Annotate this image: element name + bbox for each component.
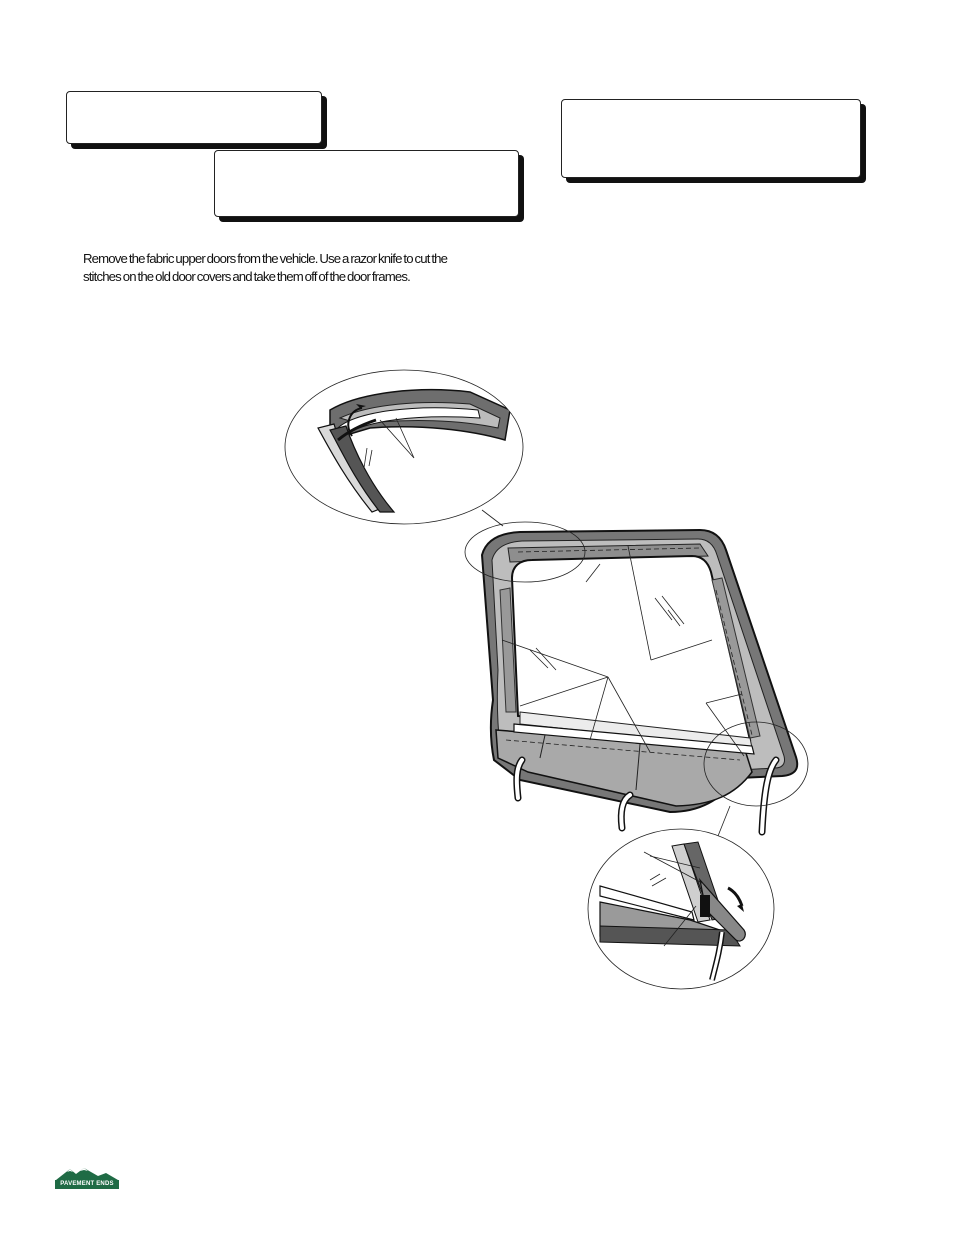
door-frame-icon <box>465 510 808 836</box>
instruction-text: Remove the fabric upper doors from the vehicle. Use a razor knife to cut the stitches on the old door covers and take them off of the door frames. <box>83 251 448 284</box>
detail-magnifier-bottom-icon <box>588 829 774 989</box>
detail-magnifier-top-icon <box>285 370 523 524</box>
brand-logo-text: PAVEMENT ENDS <box>55 1180 119 1189</box>
